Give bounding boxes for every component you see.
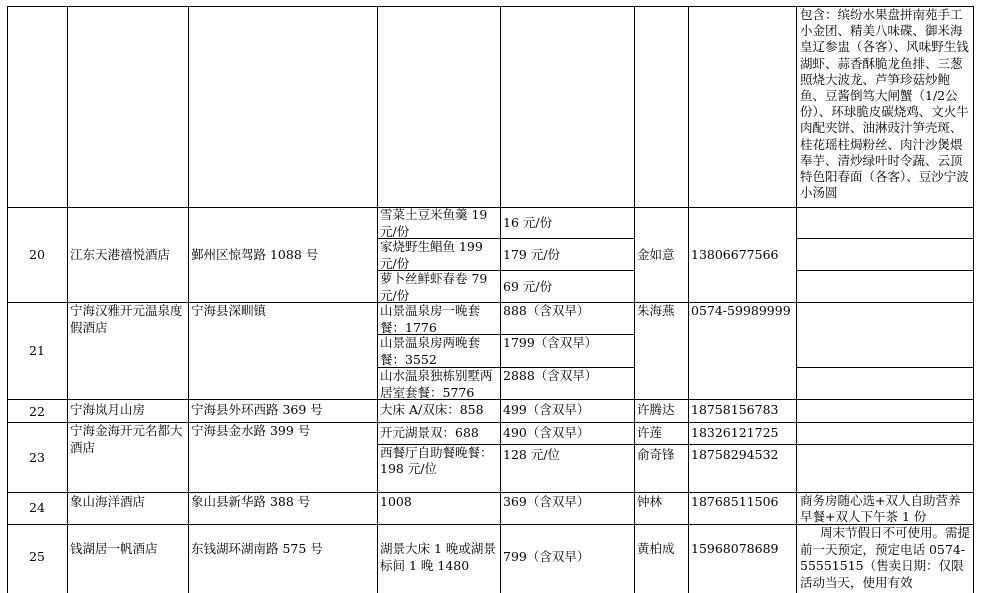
hotel-name: 宁海汉雅开元温泉度假酒店	[70, 303, 183, 335]
sale-price: 16 元/份	[503, 215, 553, 230]
sale-price: 1799（含双早）	[503, 335, 598, 350]
notes-cell: 商务房随心选+双人自助营养早餐+双人下午茶 1 份	[800, 493, 961, 524]
hotel-name: 钱湖居一帆酒店	[70, 541, 158, 556]
product-name: 开元湖景双：688	[380, 425, 479, 440]
notes-cell: 包含：缤纷水果盘拼南苑手工小金团、精美八味碟、御米海皇辽参盅（各客）、风味野生钱湖虾、蒜香酥脆龙鱼排、三葱照烧大波龙、芦笋珍菇炒鲍鱼、豆酱倒笃大闸蟹（1/2公份）、环球脆皮碳烧鸡、文火牛肉配夹饼、油淋豉汁笋壳斑、桂花瑶柱焗粉丝、肉汁沙煲煨奉芋、清炒绿叶时令蔬、云顶特色阳春面（各客）、豆沙宁波小汤圆	[800, 7, 969, 201]
row-number: 21	[29, 343, 45, 358]
hotel-address: 东钱湖环湖南路 575 号	[191, 541, 323, 556]
sale-price: 128 元/位	[503, 447, 561, 462]
contact-person: 许莲	[637, 425, 663, 440]
notes-divider	[796, 238, 974, 239]
contact-phone: 18326121725	[691, 425, 779, 440]
sale-price: 799（含双早）	[503, 549, 590, 564]
product-name: 家烧野生鲳鱼 199 元/份	[380, 239, 483, 271]
column-divider	[188, 6, 189, 593]
hotel-name: 宁海金海开元名都大酒店	[70, 423, 183, 455]
product-name: 湖景大床 1 晚或湖景标间 1 晚 1480	[380, 541, 496, 573]
contact-phone: 15968078689	[691, 541, 779, 556]
contact-phone: 18768511506	[691, 494, 779, 509]
product-name: 山景温泉房一晚套餐：1776	[380, 303, 481, 335]
contact-phone: 13806677566	[691, 247, 779, 262]
contact-person: 朱海燕	[637, 303, 675, 318]
row-number: 25	[29, 549, 45, 564]
sale-price: 499（含双早）	[503, 402, 590, 417]
contact-phone: 18758294532	[691, 447, 779, 462]
hotel-address: 宁海县金水路 399 号	[191, 423, 311, 438]
sale-price: 888（含双早）	[503, 303, 590, 318]
contact-phone: 18758156783	[691, 402, 779, 417]
sale-price: 179 元/份	[503, 247, 561, 262]
product-name: 西餐厅自助餐晚餐：198 元/位	[380, 445, 493, 476]
hotel-address: 象山县新华路 388 号	[191, 494, 311, 509]
notes-cell: 周末节假日不可使用。需提前一天预定，预定电话 0574-55551515（售卖日期：仅限活动当天，使用有效	[800, 525, 971, 590]
hotel-name: 宁海岚月山房	[70, 402, 146, 417]
row-number: 22	[29, 404, 45, 419]
product-name: 1008	[380, 494, 412, 509]
row-number: 23	[29, 450, 45, 465]
table-border-right	[973, 6, 974, 593]
notes-divider	[796, 444, 974, 445]
hotel-name: 象山海洋酒店	[70, 494, 146, 509]
product-name: 雪菜土豆米鱼羹 19 元/份	[380, 207, 488, 239]
hotel-address: 鄞州区惊驾路 1088 号	[191, 247, 319, 262]
contact-person: 金如意	[637, 247, 675, 262]
contact-person: 俞奇锋	[637, 447, 675, 462]
sale-price: 369（含双早）	[503, 494, 590, 509]
sale-price: 69 元/份	[503, 279, 553, 294]
product-name: 萝卜丝鲜虾春卷 79 元/份	[380, 271, 488, 303]
column-divider	[634, 6, 635, 593]
notes-divider	[796, 270, 974, 271]
column-divider	[688, 6, 689, 593]
sale-price: 2888（含双早）	[503, 368, 598, 383]
product-name: 山水温泉独栋别墅两居室套餐：5776	[380, 368, 493, 400]
row-number: 20	[29, 247, 45, 262]
column-divider	[67, 6, 68, 593]
column-divider	[377, 6, 378, 593]
product-name: 山景温泉房两晚套餐：3552	[380, 335, 481, 367]
hotel-name: 江东天港禧悦酒店	[70, 247, 171, 262]
row-number: 24	[29, 500, 45, 515]
product-name: 大床 A/双床：858	[380, 402, 484, 417]
contact-phone: 0574-59989999	[691, 303, 791, 318]
column-divider	[500, 6, 501, 593]
contact-person: 黄柏成	[637, 541, 675, 556]
contact-person: 许腾达	[637, 402, 675, 417]
sale-price: 490（含双早）	[503, 425, 590, 440]
notes-divider	[796, 367, 974, 368]
deals-table	[7, 6, 974, 593]
hotel-address: 宁海县深甽镇	[191, 303, 267, 318]
contact-person: 钟林	[637, 494, 663, 509]
column-divider	[796, 6, 797, 593]
hotel-address: 宁海县外环西路 369 号	[191, 402, 323, 417]
